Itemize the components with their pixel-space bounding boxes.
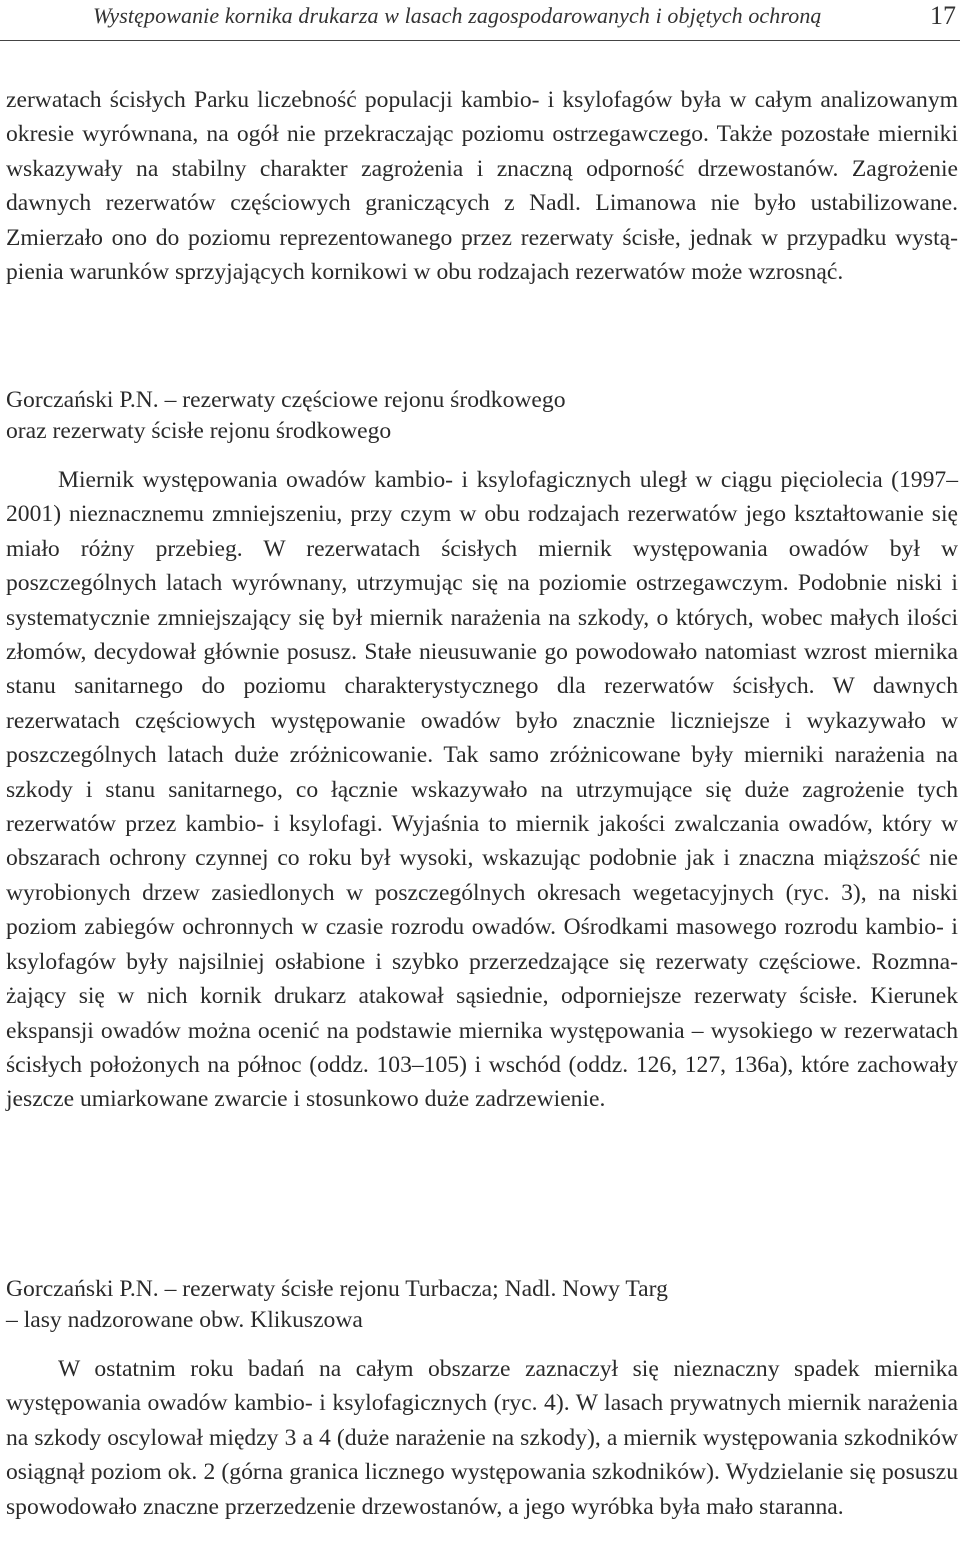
running-title: Występowanie kornika drukarza w lasach zagospodarowanych i objętych ochroną xyxy=(93,3,822,28)
heading-line: oraz rezerwaty ścisłe rejonu środkowego xyxy=(6,418,392,444)
heading-line: Gorczański P.N. – rezerwaty ścisłe rejonu Turbacza; Nadl. Nowy Targ xyxy=(6,1276,668,1302)
paragraph-turbacz-region: W ostatnim roku badań na całym obszarze zaznaczył się nieznaczny spadek miernika występowania owadów kambio- i ksylofagicznych (ryc. 4). W lasach prywatnych miernik narażenia na szkody oscylował między 3 a 4 (duże narażenie na szkody), a miernik występowania szkodników osiągnął poziom ok. 2 (górna granica licznego występowania szkodników). Wydzielanie się posuszu spowodowało znaczne przerzedzenie drzewostanów, a jego wyróbka była mało staranna. xyxy=(6,1356,958,1520)
page-number: 17 xyxy=(930,1,956,30)
paragraph-middle-region: Miernik występowania owadów kambio- i ksylofagicznych uległ w ciągu pięciolecia (1997–2001) nieznacznemu zmniejszeniu, przy czym w obu rodzajach rezerwatów jego kształtowanie się miało różny przebieg. W rezerwatach ścisłych miernik występowania owadów był w poszczególnych latach wyrównany, utrzymując się na poziomie ostrzegawczym. Podobnie niski i systematycznie zmniejszający się był miernik narażenia na szkody, o których, wobec małych ilości złomów, decydował głównie posusz. Stałe nieusuwanie go powodowało natomiast wzrost miernika stanu sanitarnego do poziomu charakterystycznego dla rezerwatów ścisłych. W dawnych rezerwatach częściowych występowanie owadów było znacznie liczniejsze i wykazywało w poszczególnych latach duże zróżnicowanie. Tak samo zróżnicowane były mierniki narażenia na szkody i stanu sanitarnego, co łącznie wskazywało na utrzymujące się duże zagrożenie tych rezerwatów przez kambio- i ksylofagi. Wyjaśnia to miernik jakości zwalczania owadów, który w obszarach ochrony czynnej co roku był wysoki, wskazując podobnie jak i znaczna miąższość nie wyrobionych drzew zasiedlonych w poszczególnych okresach wegetacyjnych (ryc. 3), na niski poziom zabiegów ochronnych w czasie rozrodu owadów. Ośrodkami masowego rozrodu kambio- i ksylofagów były najsilniej osłabione i szybko przerzedzające się rezerwaty częściowe. Rozmnażający się w nich kornik drukarz atakował sąsiednie, odporniejsze rezerwaty ścisłe. Kierunek ekspansji owadów można ocenić na podstawie miernika występowania – wysokiego w rezerwatach ścisłych położonych na północ (oddz. 103–105) i wschód (oddz. 126, 127, 136a), które zachowały jeszcze umiarkowane zwarcie i stosunkowo duże zadrzewienie. xyxy=(6,467,958,1113)
heading-line: – lasy nadzorowane obw. Klikuszowa xyxy=(6,1307,363,1333)
section-heading-turbacz-region xyxy=(6,1274,958,1336)
page-header xyxy=(0,0,960,41)
heading-line: Gorczański P.N. – rezerwaty częściowe rejonu środkowego xyxy=(6,387,566,413)
section-heading-middle-region xyxy=(6,385,958,447)
paragraph-intro: zerwatach ścisłych Parku liczebność populacji kambio- i ksylofagów była w całym analizowanym okresie wyrównana, na ogół nie przekraczając poziomu ostrzegawczego. Także pozostałe mierniki wskazywały na stabilny charakter zagrożenia i znaczną odporność drzewostanów. Zagrożenie dawnych rezerwatów częściowych graniczących z Nadl. Limanowa nie było ustabilizowane. Zmierzało ono do poziomu reprezentowanego przez rezerwaty ścisłe, jednak w przypadku wystąpienia warunków sprzyjających kornikowi w obu rodzajach rezerwatów może wzrosnąć. xyxy=(6,87,958,286)
